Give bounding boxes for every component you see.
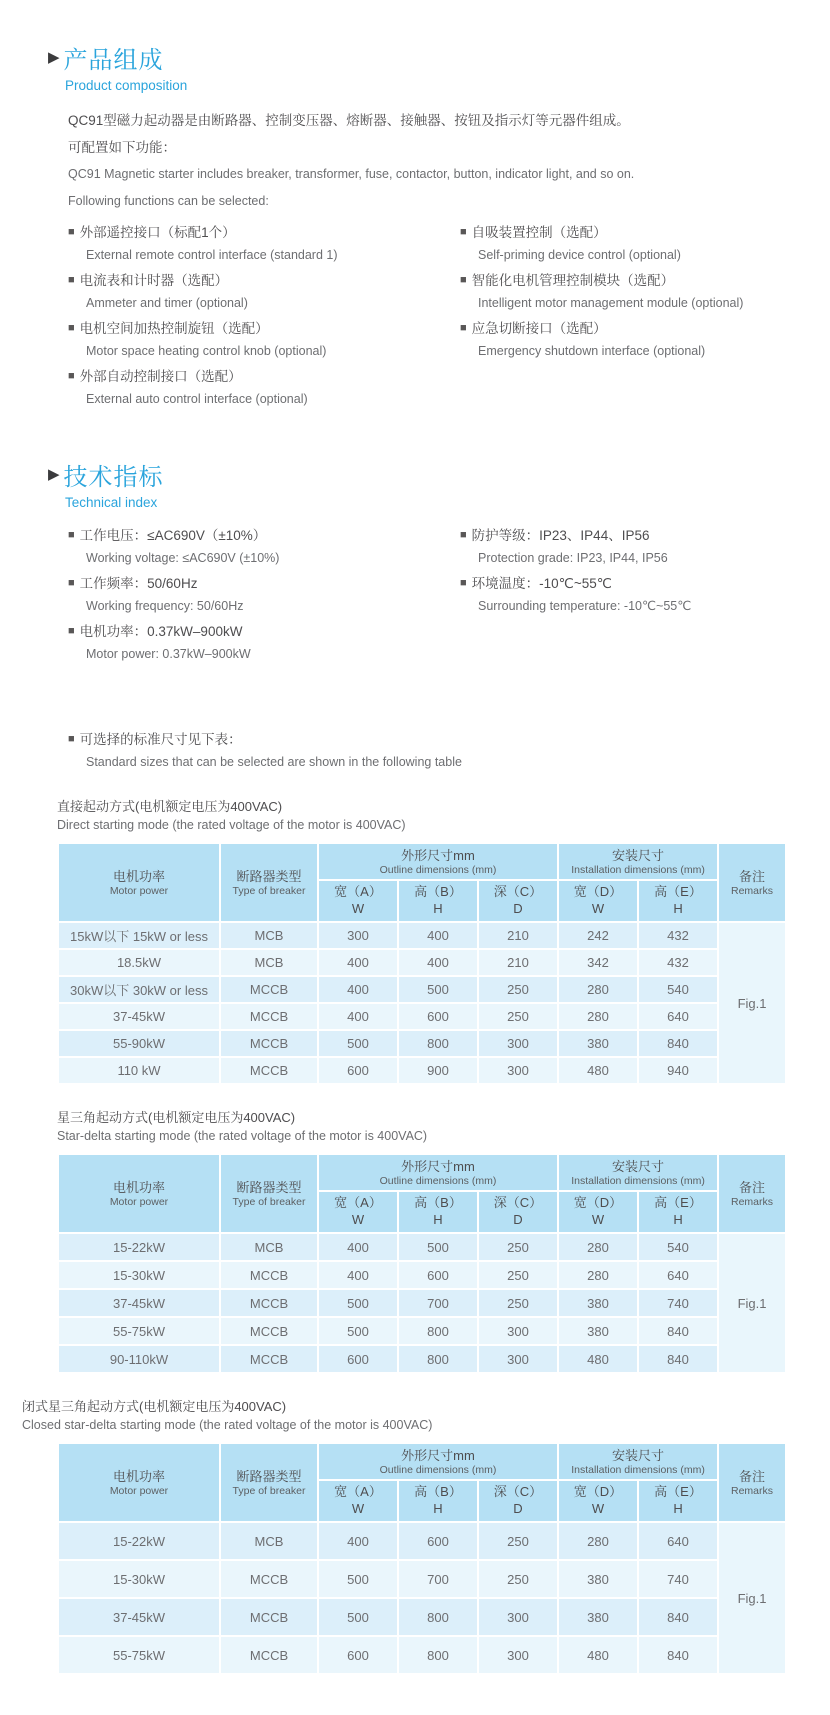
cell-height-b: 800	[399, 1031, 477, 1056]
cell-height-b: 800	[399, 1599, 477, 1635]
cell-depth-c: 210	[479, 950, 557, 975]
cell-depth-c: 300	[479, 1318, 557, 1344]
cell-height-b: 500	[399, 1234, 477, 1260]
cell-motor-power: 15-22kW	[59, 1234, 219, 1260]
cell-motor-power: 30kW以下 30kW or less	[59, 977, 219, 1002]
cell-height-b: 600	[399, 1004, 477, 1029]
item-text-zh: 电机功率：0.37kW–900kW	[79, 624, 243, 639]
cell-width-a: 400	[319, 950, 397, 975]
cell-depth-c: 300	[479, 1031, 557, 1056]
cell-depth-c: 300	[479, 1058, 557, 1083]
cell-height-b: 900	[399, 1058, 477, 1083]
cell-width-d: 280	[559, 977, 637, 1002]
cell-breaker-type: MCCB	[221, 1004, 317, 1029]
item-text-en: Ammeter and timer (optional)	[86, 296, 248, 310]
cell-height-b: 800	[399, 1346, 477, 1372]
intro-en: QC91 Magnetic starter includes breaker, transformer, fuse, contactor, button, indicator light, and so on.	[68, 167, 635, 181]
header-depth-c: 深（C） D	[479, 1192, 557, 1232]
intro-zh: QC91型磁力起动器是由断路器、控制变压器、熔断器、接触器、按钮及指示灯等元器件组成。	[68, 113, 630, 128]
cell-remark: Fig.1	[719, 1523, 785, 1673]
sizes-note-en: Standard sizes that can be selected are shown in the following table	[86, 755, 462, 769]
cell-height-e: 740	[639, 1561, 717, 1597]
cell-breaker-type: MCCB	[221, 1637, 317, 1673]
cell-width-d: 380	[559, 1561, 637, 1597]
cell-height-b: 600	[399, 1262, 477, 1288]
table-row	[59, 1058, 785, 1083]
cell-motor-power: 55-90kW	[59, 1031, 219, 1056]
item-text-en: Working voltage: ≤AC690V (±10%)	[86, 551, 280, 565]
item-text-en: Motor space heating control knob (optional)	[86, 344, 327, 358]
cell-width-a: 400	[319, 1004, 397, 1029]
spec-columns	[68, 524, 794, 668]
closed-star-delta-table	[57, 1442, 787, 1675]
cell-width-a: 500	[319, 1031, 397, 1056]
feature-item	[460, 317, 794, 363]
cell-depth-c: 250	[479, 1004, 557, 1029]
spec-item	[68, 572, 460, 618]
header-installation-dimensions: 安装尺寸 Installation dimensions (mm)	[559, 1155, 717, 1190]
cell-depth-c: 300	[479, 1637, 557, 1673]
header-outline-dimensions: 外形尺寸mm Outline dimensions (mm)	[319, 1444, 557, 1479]
cell-motor-power: 37-45kW	[59, 1599, 219, 1635]
cell-depth-c: 250	[479, 1290, 557, 1316]
item-text-zh: 工作电压：≤AC690V（±10%）	[79, 528, 267, 543]
table-caption-zh: 直接起动方式(电机额定电压为400VAC)	[57, 799, 283, 814]
cell-motor-power: 15-30kW	[59, 1262, 219, 1288]
item-text-zh: 防护等级：IP23、IP44、IP56	[471, 528, 650, 543]
cell-motor-power: 15kW以下 15kW or less	[59, 923, 219, 948]
item-text-en: Working frequency: 50/60Hz	[86, 599, 244, 613]
header-width-a: 宽（A） W	[319, 1192, 397, 1232]
table-body	[59, 1234, 785, 1372]
table-row	[59, 1599, 785, 1635]
item-text-zh: 外部遥控接口（标配1个）	[79, 225, 236, 240]
bullet-square-icon: ■	[460, 322, 467, 334]
cell-motor-power: 37-45kW	[59, 1290, 219, 1316]
cell-height-e: 540	[639, 1234, 717, 1260]
header-installation-dimensions: 安装尺寸 Installation dimensions (mm)	[559, 1444, 717, 1479]
table-caption-en: Star-delta starting mode (the rated voltage of the motor is 400VAC)	[57, 1129, 428, 1143]
cell-width-a: 400	[319, 1234, 397, 1260]
section-technical-index	[48, 457, 794, 668]
cell-depth-c: 300	[479, 1346, 557, 1372]
triangle-arrow-icon: ▶	[48, 466, 60, 483]
table-caption-en: Closed star-delta starting mode (the rated voltage of the motor is 400VAC)	[22, 1418, 433, 1432]
item-text-zh: 智能化电机管理控制模块（选配）	[471, 273, 675, 288]
header-remarks: 备注 Remarks	[719, 1444, 785, 1521]
table-row	[59, 1031, 785, 1056]
cell-width-d: 280	[559, 1004, 637, 1029]
cell-depth-c: 250	[479, 1523, 557, 1559]
cell-motor-power: 18.5kW	[59, 950, 219, 975]
cell-width-a: 500	[319, 1318, 397, 1344]
item-text-zh: 应急切断接口（选配）	[471, 321, 607, 336]
cell-width-d: 480	[559, 1346, 637, 1372]
feature-item	[68, 317, 460, 363]
feature-item	[68, 221, 460, 267]
bullet-square-icon: ■	[460, 274, 467, 286]
direct-starting-table	[57, 842, 787, 1085]
spec-item	[68, 620, 460, 666]
cell-breaker-type: MCB	[221, 923, 317, 948]
header-height-e: 高（E） H	[639, 881, 717, 921]
table-row	[59, 1637, 785, 1673]
cell-breaker-type: MCCB	[221, 1318, 317, 1344]
header-motor-power: 电机功率 Motor power	[59, 1444, 219, 1521]
bullet-square-icon: ■	[68, 226, 75, 238]
section-product-composition	[48, 40, 794, 413]
cell-breaker-type: MCCB	[221, 1058, 317, 1083]
cell-breaker-type: MCB	[221, 1234, 317, 1260]
header-height-b: 高（B） H	[399, 1481, 477, 1521]
item-text-zh: 外部自动控制接口（选配）	[79, 369, 242, 384]
cell-depth-c: 250	[479, 977, 557, 1002]
item-text-en: Intelligent motor management module (optional)	[478, 296, 744, 310]
triangle-arrow-icon: ▶	[48, 49, 60, 66]
item-text-en: Motor power: 0.37kW–900kW	[86, 647, 251, 661]
item-text-en: Surrounding temperature: -10℃~55℃	[478, 599, 692, 613]
spec-column-left	[68, 524, 460, 668]
bullet-square-icon: ■	[68, 274, 75, 286]
bullet-square-icon: ■	[460, 529, 467, 541]
header-height-e: 高（E） H	[639, 1481, 717, 1521]
intro-zh-2: 可配置如下功能：	[68, 140, 176, 155]
sizes-note-zh: 可选择的标准尺寸见下表：	[79, 732, 242, 747]
cell-width-d: 280	[559, 1523, 637, 1559]
cell-width-a: 600	[319, 1346, 397, 1372]
header-motor-power: 电机功率 Motor power	[59, 1155, 219, 1232]
item-text-en: External remote control interface (standard 1)	[86, 248, 338, 262]
cell-height-e: 840	[639, 1031, 717, 1056]
spec-column-right	[460, 524, 794, 668]
section-title-zh: 产品组成	[63, 47, 164, 74]
cell-width-a: 600	[319, 1637, 397, 1673]
table-row	[59, 1318, 785, 1344]
cell-width-a: 500	[319, 1599, 397, 1635]
table-body	[59, 923, 785, 1083]
header-depth-c: 深（C） D	[479, 1481, 557, 1521]
cell-height-b: 700	[399, 1290, 477, 1316]
bullet-square-icon: ■	[68, 370, 75, 382]
star-delta-table	[57, 1153, 787, 1374]
cell-height-b: 400	[399, 923, 477, 948]
cell-width-d: 342	[559, 950, 637, 975]
spec-item	[460, 524, 794, 570]
header-width-d: 宽（D） W	[559, 1192, 637, 1232]
table-row	[59, 977, 785, 1002]
cell-motor-power: 37-45kW	[59, 1004, 219, 1029]
closed-star-delta-table-block	[22, 1398, 794, 1675]
cell-height-e: 432	[639, 923, 717, 948]
header-width-d: 宽（D） W	[559, 1481, 637, 1521]
cell-height-e: 640	[639, 1523, 717, 1559]
cell-height-e: 840	[639, 1599, 717, 1635]
cell-breaker-type: MCB	[221, 1523, 317, 1559]
header-breaker-type: 断路器类型 Type of breaker	[221, 1155, 317, 1232]
cell-width-a: 300	[319, 923, 397, 948]
header-depth-c: 深（C） D	[479, 881, 557, 921]
cell-remark: Fig.1	[719, 923, 785, 1083]
bullet-square-icon: ■	[68, 322, 75, 334]
item-text-zh: 工作频率：50/60Hz	[79, 576, 198, 591]
table-row	[59, 1290, 785, 1316]
cell-depth-c: 250	[479, 1561, 557, 1597]
feature-column-left	[68, 221, 460, 413]
cell-depth-c: 210	[479, 923, 557, 948]
header-height-e: 高（E） H	[639, 1192, 717, 1232]
bullet-square-icon: ■	[460, 226, 467, 238]
table-row	[59, 1523, 785, 1559]
cell-height-e: 840	[639, 1637, 717, 1673]
feature-columns	[68, 221, 794, 413]
bullet-square-icon: ■	[460, 577, 467, 589]
cell-height-e: 540	[639, 977, 717, 1002]
cell-breaker-type: MCCB	[221, 1561, 317, 1597]
table-row	[59, 1346, 785, 1372]
cell-width-a: 400	[319, 1262, 397, 1288]
item-text-en: External auto control interface (optional)	[86, 392, 308, 406]
section-title-en: Product composition	[65, 78, 188, 93]
size-tables	[22, 798, 794, 1675]
cell-breaker-type: MCB	[221, 950, 317, 975]
header-remarks: 备注 Remarks	[719, 844, 785, 921]
cell-motor-power: 110 kW	[59, 1058, 219, 1083]
cell-width-d: 242	[559, 923, 637, 948]
item-text-zh: 环境温度：-10℃~55℃	[471, 576, 612, 591]
direct-starting-table-block	[57, 798, 794, 1085]
header-height-b: 高（B） H	[399, 1192, 477, 1232]
cell-height-e: 840	[639, 1346, 717, 1372]
header-breaker-type: 断路器类型 Type of breaker	[221, 1444, 317, 1521]
cell-motor-power: 55-75kW	[59, 1637, 219, 1673]
cell-width-d: 280	[559, 1234, 637, 1260]
table-row	[59, 923, 785, 948]
cell-breaker-type: MCCB	[221, 1031, 317, 1056]
item-text-en: Emergency shutdown interface (optional)	[478, 344, 706, 358]
table-row	[59, 1234, 785, 1260]
cell-width-d: 380	[559, 1599, 637, 1635]
cell-width-d: 480	[559, 1637, 637, 1673]
cell-width-d: 480	[559, 1058, 637, 1083]
cell-width-d: 380	[559, 1031, 637, 1056]
cell-height-e: 840	[639, 1318, 717, 1344]
cell-width-d: 380	[559, 1290, 637, 1316]
cell-breaker-type: MCCB	[221, 1599, 317, 1635]
table-body	[59, 1523, 785, 1673]
cell-height-e: 640	[639, 1262, 717, 1288]
cell-width-d: 280	[559, 1262, 637, 1288]
item-text-en: Protection grade: IP23, IP44, IP56	[478, 551, 668, 565]
cell-height-b: 800	[399, 1637, 477, 1673]
header-width-a: 宽（A） W	[319, 1481, 397, 1521]
cell-depth-c: 250	[479, 1234, 557, 1260]
item-text-zh: 电机空间加热控制旋钮（选配）	[79, 321, 269, 336]
cell-height-e: 940	[639, 1058, 717, 1083]
feature-column-right	[460, 221, 794, 413]
header-installation-dimensions: 安装尺寸 Installation dimensions (mm)	[559, 844, 717, 879]
cell-height-e: 432	[639, 950, 717, 975]
cell-height-e: 640	[639, 1004, 717, 1029]
table-caption-en: Direct starting mode (the rated voltage of the motor is 400VAC)	[57, 818, 406, 832]
cell-motor-power: 90-110kW	[59, 1346, 219, 1372]
spec-item	[68, 524, 460, 570]
spec-item	[460, 572, 794, 618]
feature-item	[68, 365, 460, 411]
cell-motor-power: 55-75kW	[59, 1318, 219, 1344]
header-outline-dimensions: 外形尺寸mm Outline dimensions (mm)	[319, 1155, 557, 1190]
sizes-note	[68, 728, 794, 774]
cell-width-a: 400	[319, 1523, 397, 1559]
bullet-square-icon: ■	[68, 577, 75, 589]
header-height-b: 高（B） H	[399, 881, 477, 921]
cell-breaker-type: MCCB	[221, 1346, 317, 1372]
section-title	[48, 40, 794, 75]
table-caption	[57, 1109, 794, 1145]
table-row	[59, 950, 785, 975]
section-title	[48, 457, 794, 492]
cell-breaker-type: MCCB	[221, 1262, 317, 1288]
bullet-square-icon: ■	[68, 733, 75, 745]
cell-height-e: 740	[639, 1290, 717, 1316]
cell-height-b: 500	[399, 977, 477, 1002]
feature-item	[68, 269, 460, 315]
cell-remark: Fig.1	[719, 1234, 785, 1372]
cell-height-b: 800	[399, 1318, 477, 1344]
cell-width-a: 500	[319, 1561, 397, 1597]
table-caption	[57, 798, 794, 834]
header-width-a: 宽（A） W	[319, 881, 397, 921]
cell-breaker-type: MCCB	[221, 1290, 317, 1316]
cell-height-b: 400	[399, 950, 477, 975]
feature-item	[460, 269, 794, 315]
cell-height-b: 700	[399, 1561, 477, 1597]
feature-item	[460, 221, 794, 267]
bullet-square-icon: ■	[68, 529, 75, 541]
section-title-zh: 技术指标	[63, 464, 164, 491]
intro-paragraphs	[68, 107, 794, 215]
cell-height-b: 600	[399, 1523, 477, 1559]
bullet-square-icon: ■	[68, 625, 75, 637]
header-motor-power: 电机功率 Motor power	[59, 844, 219, 921]
cell-depth-c: 250	[479, 1262, 557, 1288]
item-text-zh: 电流表和计时器（选配）	[79, 273, 229, 288]
cell-motor-power: 15-22kW	[59, 1523, 219, 1559]
cell-width-a: 500	[319, 1290, 397, 1316]
cell-motor-power: 15-30kW	[59, 1561, 219, 1597]
intro-en-2: Following functions can be selected:	[68, 194, 269, 208]
header-breaker-type: 断路器类型 Type of breaker	[221, 844, 317, 921]
item-text-zh: 自吸装置控制（选配）	[471, 225, 607, 240]
header-width-d: 宽（D） W	[559, 881, 637, 921]
table-row	[59, 1262, 785, 1288]
cell-width-d: 380	[559, 1318, 637, 1344]
header-outline-dimensions: 外形尺寸mm Outline dimensions (mm)	[319, 844, 557, 879]
table-row	[59, 1004, 785, 1029]
cell-breaker-type: MCCB	[221, 977, 317, 1002]
cell-width-a: 400	[319, 977, 397, 1002]
table-caption	[22, 1398, 794, 1434]
table-caption-zh: 闭式星三角起动方式(电机额定电压为400VAC)	[22, 1399, 287, 1414]
header-remarks: 备注 Remarks	[719, 1155, 785, 1232]
star-delta-table-block	[57, 1109, 794, 1374]
section-title-en: Technical index	[65, 495, 158, 510]
item-text-en: Self-priming device control (optional)	[478, 248, 681, 262]
table-caption-zh: 星三角起动方式(电机额定电压为400VAC)	[57, 1110, 296, 1125]
table-row	[59, 1561, 785, 1597]
cell-depth-c: 300	[479, 1599, 557, 1635]
cell-width-a: 600	[319, 1058, 397, 1083]
